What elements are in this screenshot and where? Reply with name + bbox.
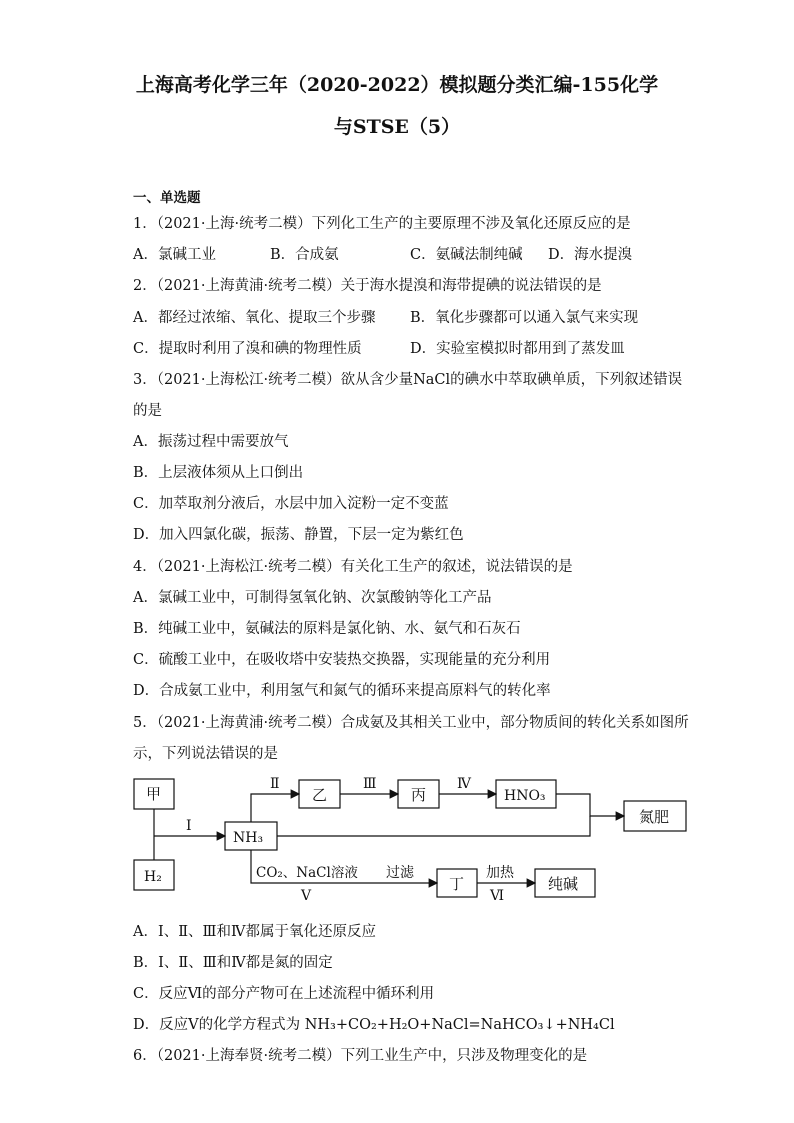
q4-option-d: D．合成氨工业中，利用氢气和氮气的循环来提高原料气的转化率 bbox=[133, 683, 551, 699]
page-subtitle: 与STSE（5） bbox=[333, 116, 461, 138]
question-5-stem-cont: 示，下列说法错误的是 bbox=[133, 746, 278, 762]
q2-option-a: A．都经过浓缩、氧化、提取三个步骤 bbox=[133, 310, 376, 326]
q4-option-c: C．硫酸工业中，在吸收塔中安装热交换器，实现能量的充分利用 bbox=[133, 652, 551, 668]
section-heading: 一、单选题 bbox=[133, 190, 201, 206]
q4-option-a: A．氯碱工业中，可制得氢氧化钠、次氯酸钠等化工产品 bbox=[133, 590, 492, 606]
label-reaction-6: Ⅵ bbox=[490, 888, 505, 904]
label-jiare: 加热 bbox=[486, 865, 514, 881]
q3-option-d: D．加入四氯化碳，振荡、静置，下层一定为紫红色 bbox=[133, 527, 464, 543]
q3-option-b: B．上层液体须从上口倒出 bbox=[133, 465, 304, 481]
q5-option-c: C．反应Ⅵ的部分产物可在上述流程中循环利用 bbox=[133, 986, 435, 1002]
label-danfei: 氮肥 bbox=[639, 808, 670, 826]
q4-option-b: B．纯碱工业中，氨碱法的原料是氯化钠、水、氨气和石灰石 bbox=[133, 621, 521, 637]
process-flow-diagram bbox=[0, 760, 794, 910]
question-3-stem-cont: 的是 bbox=[133, 403, 162, 419]
label-h2: H₂ bbox=[144, 869, 162, 885]
q2-option-c: C．提取时利用了溴和碘的物理性质 bbox=[133, 341, 362, 357]
question-5-stem: 5．（2021·上海黄浦·统考二模）合成氨及其相关工业中，部分物质间的转化关系如图所 bbox=[133, 715, 689, 731]
label-hno3: HNO₃ bbox=[504, 788, 546, 804]
question-2-stem: 2．（2021·上海黄浦·统考二模）关于海水提溴和海带提碘的说法错误的是 bbox=[133, 278, 602, 294]
label-ding: 丁 bbox=[449, 875, 465, 893]
label-yi: 乙 bbox=[312, 786, 328, 804]
label-jia: 甲 bbox=[146, 785, 162, 803]
q1-option-b: B．合成氨 bbox=[270, 247, 339, 263]
question-6-stem: 6．（2021·上海奉贤·统考二模）下列工业生产中，只涉及物理变化的是 bbox=[133, 1048, 588, 1064]
q2-option-d: D．实验室模拟时都用到了蒸发皿 bbox=[410, 341, 625, 357]
question-1-stem: 1．（2021·上海·统考二模）下列化工生产的主要原理不涉及氧化还原反应的是 bbox=[133, 216, 631, 232]
label-reaction-3: Ⅲ bbox=[363, 776, 377, 792]
q3-option-a: A．振荡过程中需要放气 bbox=[133, 434, 289, 450]
label-reaction-5: Ⅴ bbox=[301, 888, 312, 904]
label-bing: 丙 bbox=[411, 786, 427, 804]
label-reaction-1: Ⅰ bbox=[186, 818, 192, 834]
question-4-stem: 4．（2021·上海松江·统考二模）有关化工生产的叙述，说法错误的是 bbox=[133, 559, 573, 575]
page-title: 上海高考化学三年（2020-2022）模拟题分类汇编-155化学 bbox=[135, 74, 659, 96]
question-3-stem: 3．（2021·上海松江·统考二模）欲从含少量NaCl的碘水中萃取碘单质，下列叙述错误 bbox=[133, 372, 683, 388]
label-co2-nacl: CO₂、NaCl溶液 bbox=[256, 865, 358, 881]
label-nh3: NH₃ bbox=[233, 830, 264, 846]
q1-option-c: C．氨碱法制纯碱 bbox=[410, 247, 523, 263]
q1-option-d: D．海水提溴 bbox=[548, 247, 633, 263]
label-reaction-2: Ⅱ bbox=[270, 776, 280, 792]
q5-option-a: A．Ⅰ、Ⅱ、Ⅲ和Ⅳ都属于氧化还原反应 bbox=[133, 924, 377, 940]
q2-option-b: B．氧化步骤都可以通入氯气来实现 bbox=[410, 310, 639, 326]
label-reaction-4: Ⅳ bbox=[457, 776, 471, 792]
label-chunjian: 纯碱 bbox=[548, 875, 579, 893]
q5-option-b: B．Ⅰ、Ⅱ、Ⅲ和Ⅳ都是氮的固定 bbox=[133, 955, 333, 971]
q5-option-d: D．反应Ⅴ的化学方程式为 NH₃+CO₂+H₂O+NaCl=NaHCO₃↓+NH₄Cl bbox=[133, 1017, 615, 1033]
label-guolv: 过滤 bbox=[386, 865, 414, 881]
q3-option-c: C．加萃取剂分液后，水层中加入淀粉一定不变蓝 bbox=[133, 496, 449, 512]
q1-option-a: A．氯碱工业 bbox=[133, 247, 216, 263]
